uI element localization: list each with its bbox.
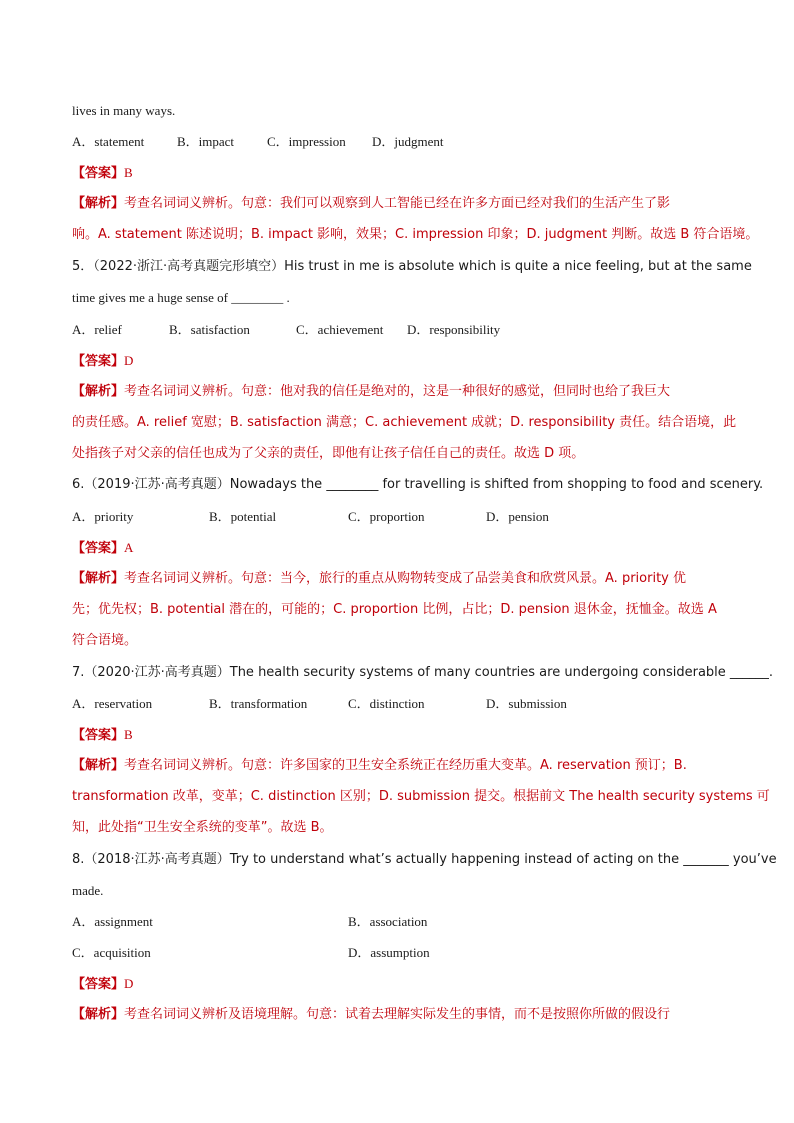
q6-answer: [72, 539, 732, 558]
q7-explanation-line-3: 知，此处指“卫生安全系统的变革”。故选 B。: [72, 820, 333, 835]
q4-option-c: C．impression: [267, 134, 346, 149]
q6-explanation-line-2: 先；优先权；B. potential 潜在的，可能的；C. proportion 比例，占比；D. pension 退休金，抚恤金。故选 A: [72, 602, 717, 617]
question-stem-continuation: lives in many ways.: [72, 103, 176, 118]
q8-stem-line-2: made.: [72, 883, 104, 898]
answer-value: D: [124, 976, 134, 991]
explanation-tag: 【解析】: [72, 1007, 125, 1022]
q7-option-a: A．reservation: [72, 696, 153, 711]
answer-value: D: [124, 353, 134, 368]
q4-explanation-line-2: 响。A. statement 陈述说明；B. impact 影响，效果；C. impression 印象；D. judgment 判断。故选 B 符合语境。: [72, 227, 759, 242]
q4-answer: [72, 164, 732, 183]
q4-option-d: D．judgment: [372, 134, 444, 149]
q8-option-c: C．acquisition: [72, 945, 151, 960]
answer-tag: 【答案】: [72, 977, 125, 992]
q7-stem-line-1: 7.（2020·江苏·高考真题）The health security systems of many countries are undergoing considerable ______.: [72, 665, 774, 680]
q5-explanation-line-3: 处指孩子对父亲的信任也成为了父亲的责任，即他有让孩子信任自己的责任。故选 D 项。: [72, 446, 585, 461]
answer-tag: 【答案】: [72, 541, 125, 556]
explanation-tag: 【解析】: [72, 571, 125, 586]
explanation-tag: 【解析】: [72, 196, 125, 211]
q5-option-a: A．relief: [72, 322, 122, 337]
q6-explanation-line-3: 符合语境。: [72, 633, 138, 648]
answer-tag: 【答案】: [72, 728, 125, 743]
q4-option-b: B．impact: [177, 134, 235, 149]
q5-option-b: B．satisfaction: [169, 322, 250, 337]
answer-value: A: [124, 540, 134, 555]
q7-explanation-line-2: transformation 改革，变革；C. distinction 区别；D. submission 提交。根据前文 The health security systems 可: [72, 789, 770, 804]
q6-option-d: D．pension: [486, 509, 549, 524]
q7-option-b: B．transformation: [209, 696, 308, 711]
q6-stem-line-1: 6.（2019·江苏·高考真题）Nowadays the ________ for travelling is shifted from shopping to food and scenery.: [72, 477, 764, 492]
q4-option-a: A．statement: [72, 134, 145, 149]
explanation-tag: 【解析】: [72, 758, 125, 773]
q5-option-c: C．achievement: [296, 322, 384, 337]
q6-option-a: A．priority: [72, 509, 134, 524]
q5-option-d: D．responsibility: [407, 322, 501, 337]
q7-answer: [72, 726, 732, 745]
q8-option-a: A．assignment: [72, 914, 153, 929]
q7-explanation-line-1: 【解析】考查名词词义辨析。句意：许多国家的卫生安全系统正在经历重大变革。A. reservation 预订；B.: [72, 758, 687, 773]
q8-stem-line-1: 8.（2018·江苏·高考真题）Try to understand what’s actually happening instead of acting on the _______ you’ve: [72, 852, 777, 867]
q8-option-d: D．assumption: [348, 945, 430, 960]
q6-option-c: C．proportion: [348, 509, 425, 524]
answer-tag: 【答案】: [72, 166, 125, 181]
q8-option-b: B．association: [348, 914, 428, 929]
q6-option-b: B．potential: [209, 509, 277, 524]
q7-option-c: C．distinction: [348, 696, 425, 711]
answer-tag: 【答案】: [72, 354, 125, 369]
q8-answer: [72, 975, 732, 994]
explanation-tag: 【解析】: [72, 384, 125, 399]
q7-option-d: D．submission: [486, 696, 567, 711]
q5-explanation-line-1: 【解析】考查名词词义辨析。句意：他对我的信任是绝对的，这是一种很好的感觉，但同时也给了我巨大: [72, 384, 671, 399]
q5-answer: [72, 352, 732, 371]
q8-explanation-line-1: 【解析】考查名词词义辨析及语境理解。句意：试着去理解实际发生的事情，而不是按照你所做的假设行: [72, 1007, 671, 1022]
q5-explanation-line-2: 的责任感。A. relief 宽慰；B. satisfaction 满意；C. achievement 成就；D. responsibility 责任。结合语境，此: [72, 415, 737, 430]
answer-value: B: [124, 727, 133, 742]
q5-stem-line-2: time gives me a huge sense of ________ .: [72, 290, 290, 305]
q5-stem-line-1: 5．（2022·浙江·高考真题完形填空）His trust in me is absolute which is quite a nice feeling, but at the same: [72, 259, 752, 274]
answer-value: B: [124, 165, 133, 180]
q6-explanation-line-1: 【解析】考查名词词义辨析。句意：当今，旅行的重点从购物转变成了品尝美食和欣赏风景。A. priority 优: [72, 571, 686, 586]
q4-explanation-line-1: 【解析】考查名词词义辨析。句意：我们可以观察到人工智能已经在许多方面已经对我们的生活产生了影: [72, 196, 671, 211]
